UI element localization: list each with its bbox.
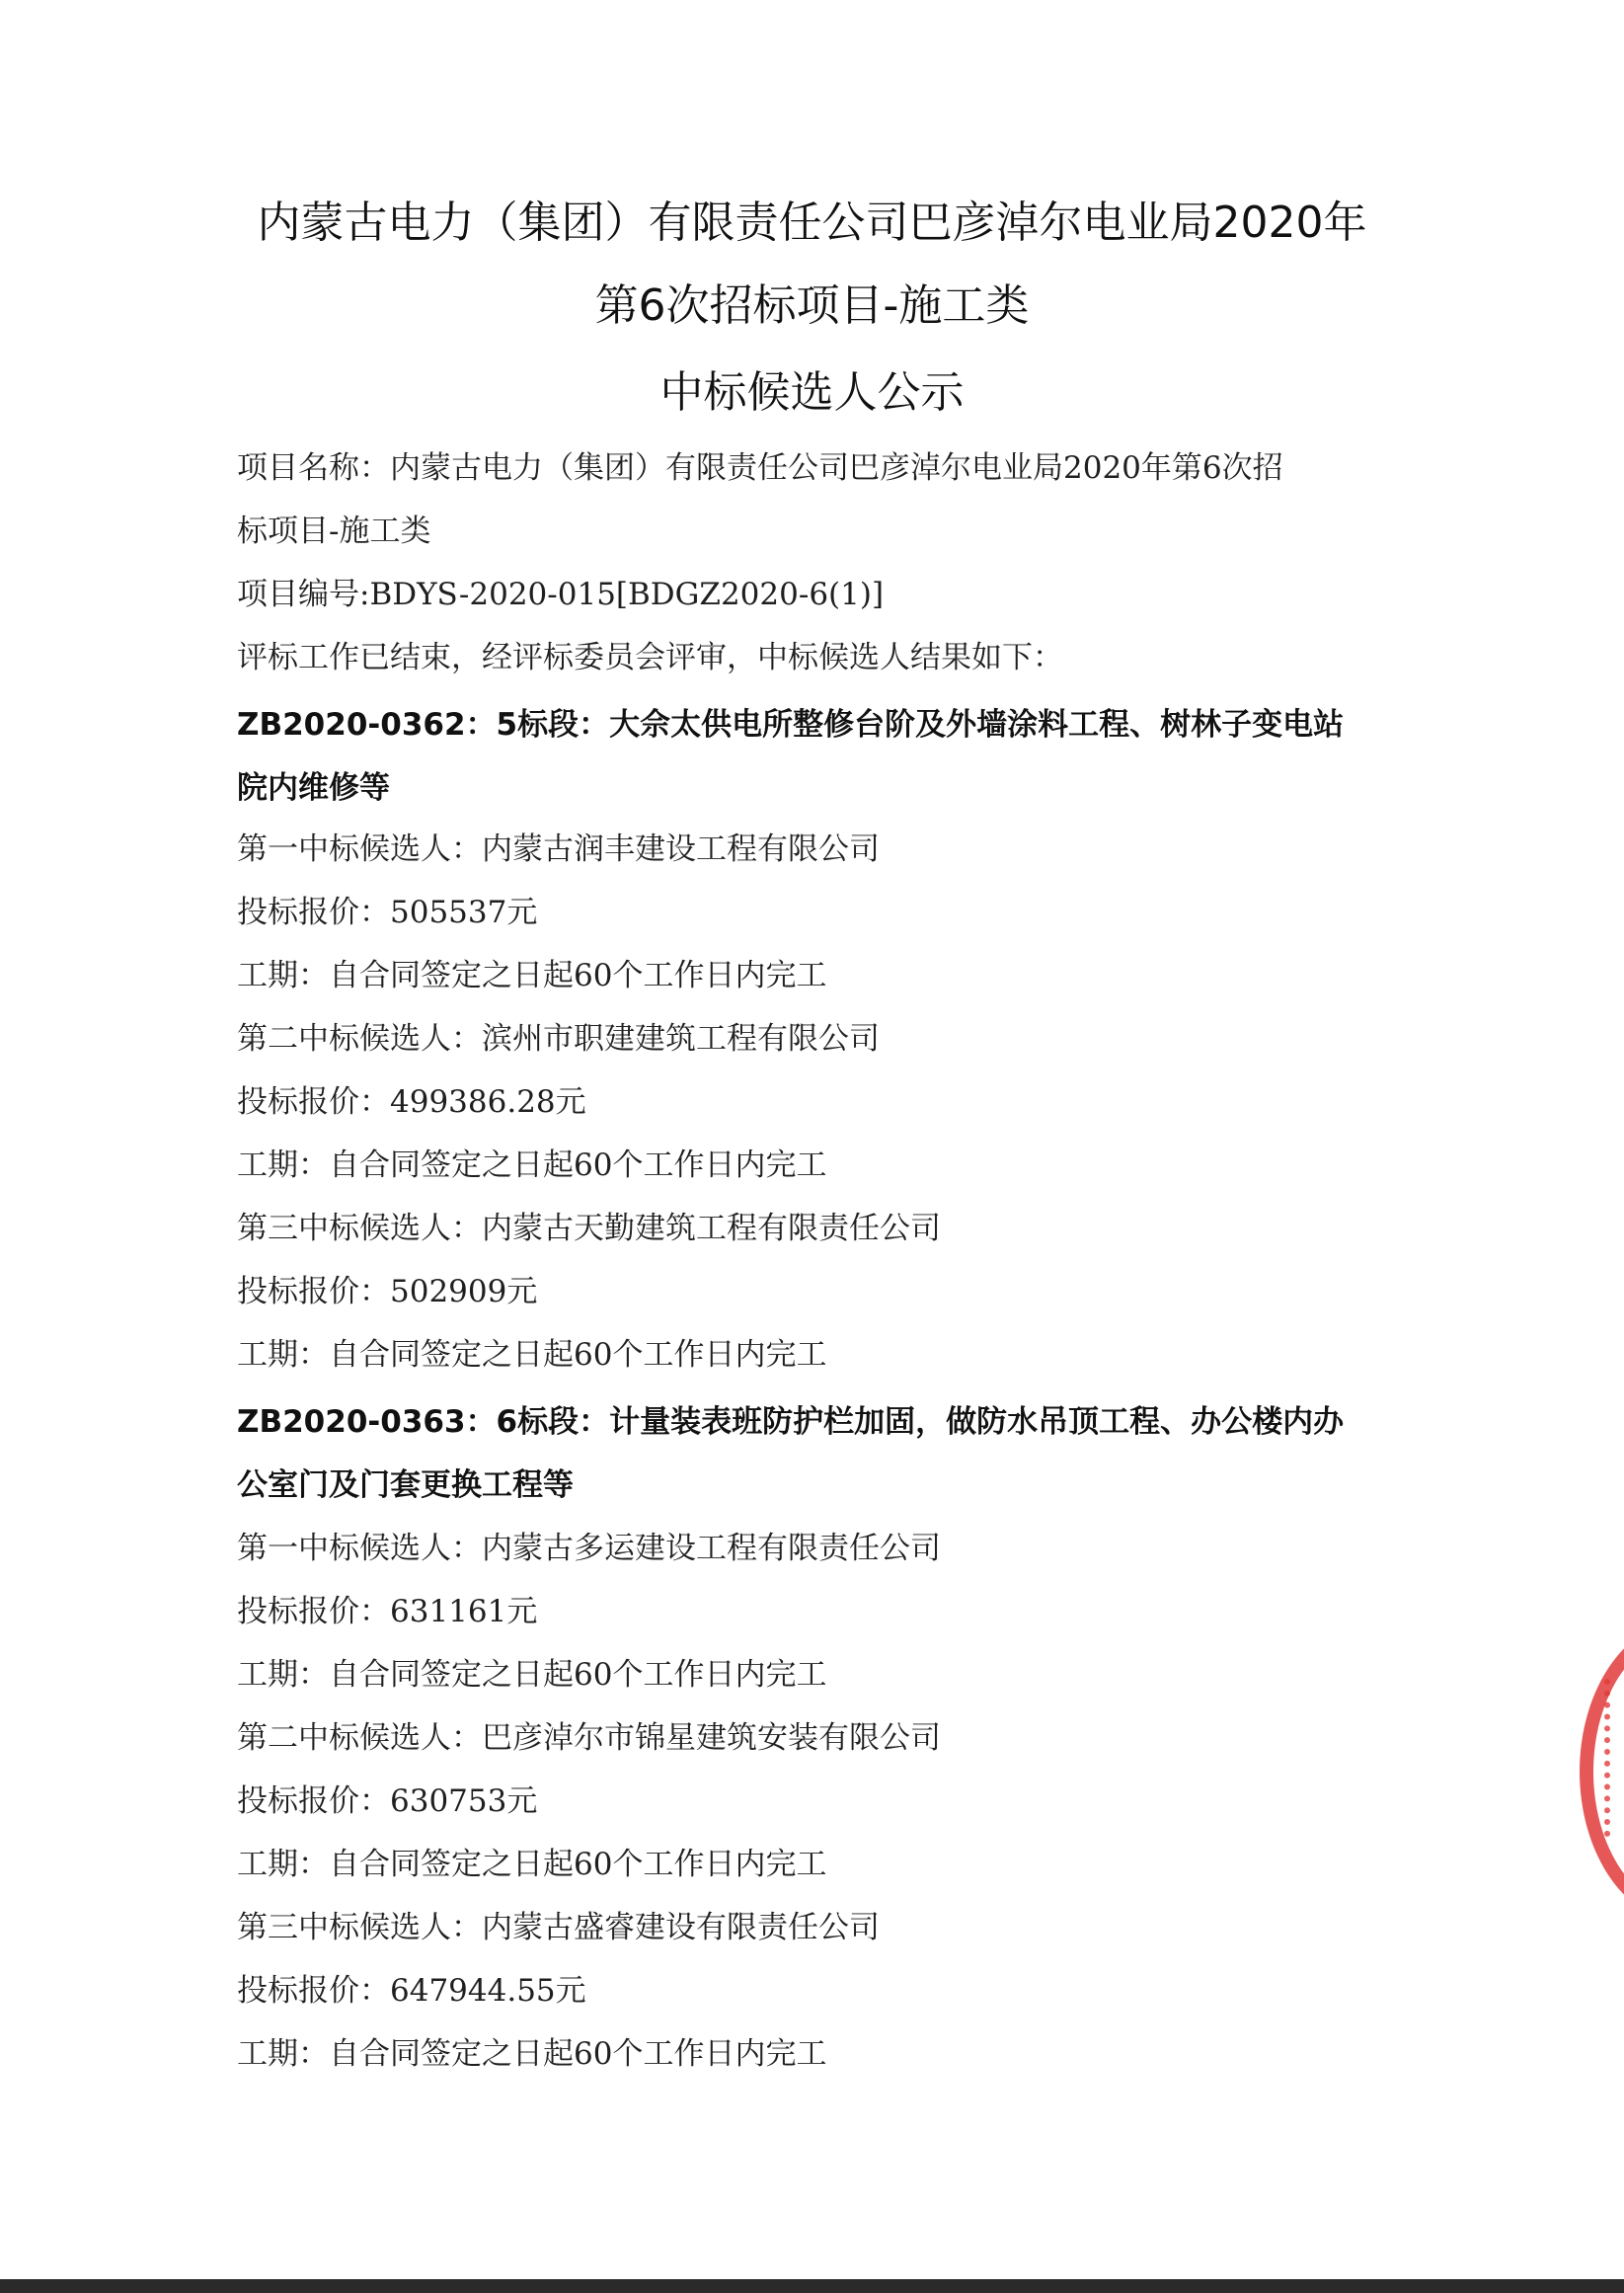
- document-title-line-1: 内蒙古电力（集团）有限责任公司巴彦淖尔电业局2020年: [257, 198, 1367, 248]
- lot-6-candidate-3-price: 投标报价：647944.55元: [237, 1973, 586, 2009]
- lot-6-candidate-3-period: 工期：自合同签定之日起60个工作日内完工: [237, 2036, 827, 2072]
- lot-6-candidate-2-price: 投标报价：630753元: [237, 1783, 538, 1819]
- lot-5-title-line-2: 院内维修等: [237, 770, 390, 806]
- lot-5-candidate-2-name: 第二中标候选人：滨州市职建建筑工程有限公司: [237, 1021, 880, 1057]
- lot-6-candidate-2-name: 第二中标候选人：巴彦淖尔市锦星建筑安装有限公司: [237, 1720, 941, 1756]
- lot-5-candidate-1-period: 工期：自合同签定之日起60个工作日内完工: [237, 958, 827, 993]
- lot-6-title-line-2: 公室门及门套更换工程等: [237, 1467, 574, 1503]
- lot-5-candidate-3-name: 第三中标候选人：内蒙古天勤建筑工程有限责任公司: [237, 1211, 941, 1246]
- lot-5-title-line-1: ZB2020-0362：5标段：大佘太供电所整修台阶及外墙涂料工程、树林子变电站: [237, 707, 1345, 743]
- evaluation-intro: 评标工作已结束，经评标委员会评审，中标候选人结果如下：: [237, 640, 1063, 675]
- lot-6-candidate-3-name: 第三中标候选人：内蒙古盛睿建设有限责任公司: [237, 1910, 880, 1945]
- project-number: 项目编号:BDYS-2020-015[BDGZ2020-6(1)]: [237, 577, 885, 612]
- lot-6-candidate-2-period: 工期：自合同签定之日起60个工作日内完工: [237, 1847, 827, 1882]
- lot-5-candidate-2-price: 投标报价：499386.28元: [237, 1084, 586, 1120]
- project-name-line-1: 项目名称：内蒙古电力（集团）有限责任公司巴彦淖尔电业局2020年第6次招: [237, 450, 1283, 486]
- lot-5-candidate-2-period: 工期：自合同签定之日起60个工作日内完工: [237, 1147, 827, 1183]
- lot-5-candidate-3-period: 工期：自合同签定之日起60个工作日内完工: [237, 1337, 827, 1373]
- lot-6-candidate-1-price: 投标报价：631161元: [237, 1594, 538, 1629]
- scan-bottom-edge: [0, 2279, 1624, 2293]
- lot-6-candidate-1-period: 工期：自合同签定之日起60个工作日内完工: [237, 1657, 827, 1693]
- lot-5-candidate-3-price: 投标报价：502909元: [237, 1274, 538, 1309]
- project-name-line-2: 标项目-施工类: [237, 514, 431, 549]
- seal-inscription-mark: [1604, 1679, 1624, 1837]
- document-title-line-3: 中标候选人公示: [659, 367, 965, 418]
- lot-5-candidate-1-name: 第一中标候选人：内蒙古润丰建设工程有限公司: [237, 831, 880, 867]
- lot-6-candidate-1-name: 第一中标候选人：内蒙古多运建设工程有限责任公司: [237, 1531, 941, 1566]
- lot-5-candidate-1-price: 投标报价：505537元: [237, 895, 538, 930]
- lot-6-title-line-1: ZB2020-0363：6标段：计量装表班防护栏加固，做防水吊顶工程、办公楼内办: [237, 1404, 1345, 1440]
- document-title-line-2: 第6次招标项目-施工类: [594, 280, 1030, 331]
